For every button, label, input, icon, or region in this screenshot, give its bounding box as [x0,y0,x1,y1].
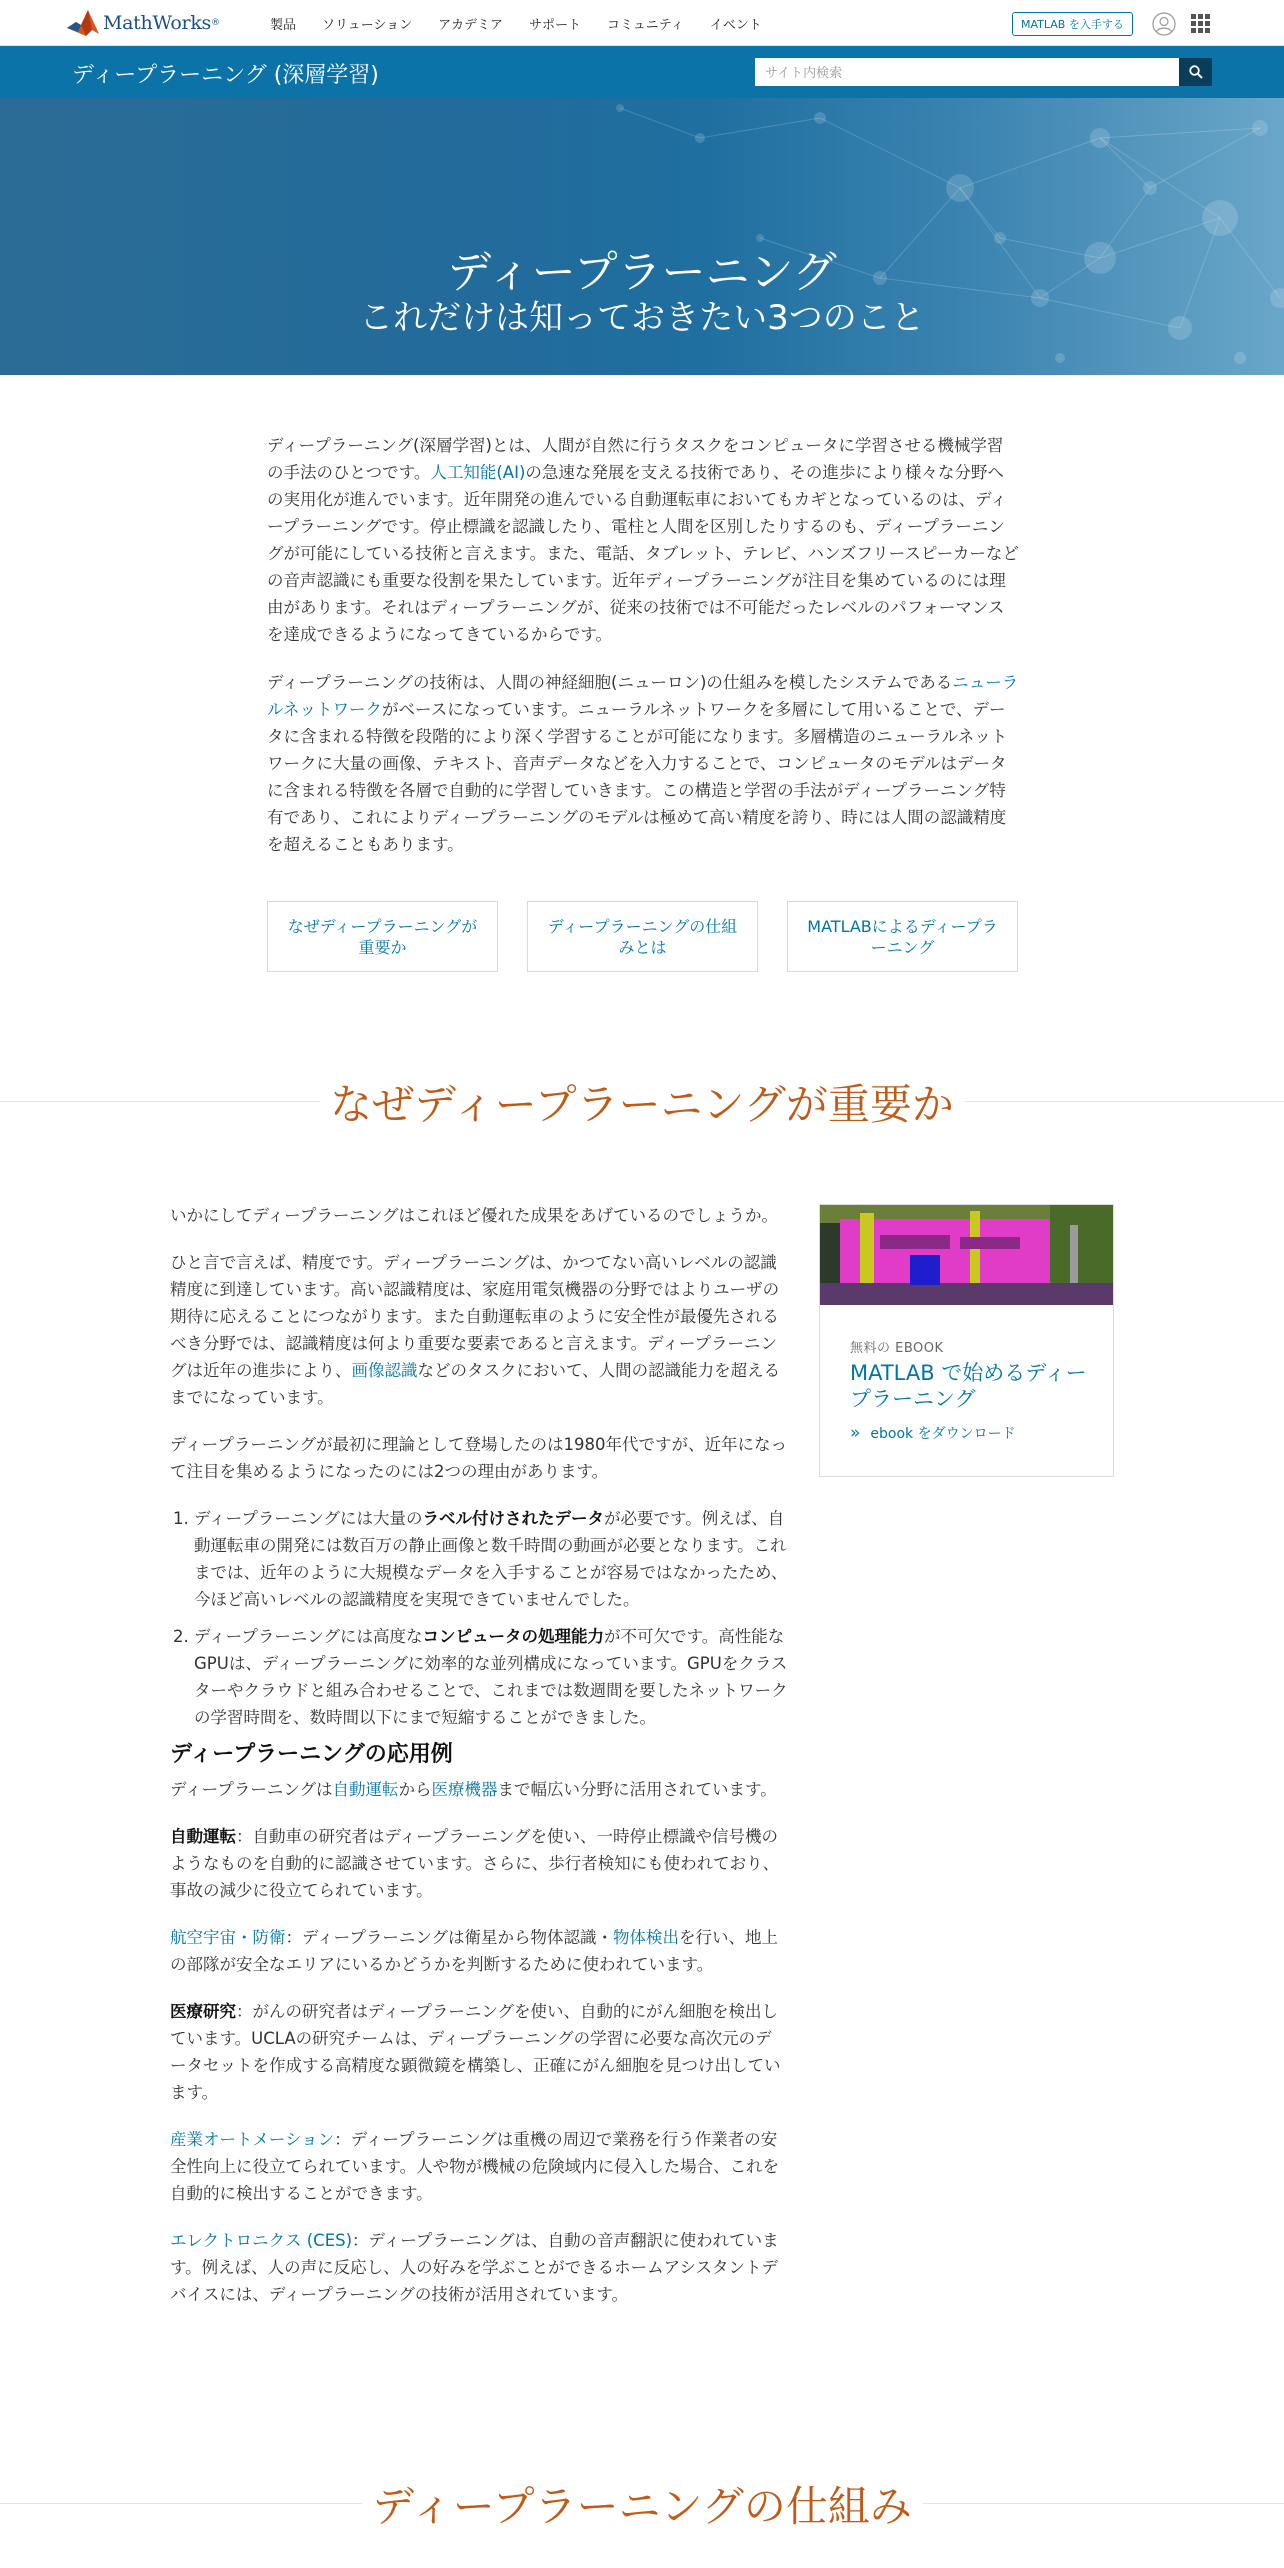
intro-text: の急速な発展を支える技術であり、その進歩により様々な分野への実用化が進んでいます。近年開発の進んでいる自動運転車においてもカギとなっているのは、ディープラーニングです。停止標識を認識したり、電柱と人間を区別したりするのも、ディープラーニングが可能にしている技術と言えます。また、電話、タブレット、テレビ、ハンズフリースピーカーなどの音声認識にも重要な役割を果たしています。近年ディープラーニングが注目を集めているのには理由があります。それはディープラーニングが、従来の技術では不可能だったレベルのパフォーマンスを達成できるようになってきているからです。 [267,463,1019,644]
intro-section [267,432,1019,879]
aerospace-defense-link[interactable]: 航空宇宙・防衛 [170,1928,286,1947]
menu-item-products[interactable]: 製品 [270,17,297,33]
section-heading-text: なぜディープラーニングが重要か [320,1080,964,1129]
logo-text: MathWorks [103,12,211,34]
user-icon[interactable] [1152,12,1176,36]
bold-text: コンピュータの処理能力 [422,1627,605,1646]
image-recognition-link[interactable]: 画像認識 [351,1361,418,1380]
ebook-card [819,1204,1114,1477]
body-text: ひと言で言えば、精度です。ディープラーニングは、かつてない高いレベルの認識精度に到達しています。高い認識精度は、家庭用電気機器の分野ではよりユーザの期待に応えることにつながります。また自動運転車のように安全性が最優先されるべき分野では、認識精度は何より重要な要素であると言えます。ディープラーニングは近年の進歩により、 [170,1253,780,1380]
applications-intro [170,1776,788,1803]
menu-item-events[interactable]: イベント [709,17,762,33]
application-medical [170,1998,788,2106]
history-paragraph: ディープラーニングが最初に理論として登場したのは1980年代ですが、近年になって注目を集めるようになったのには2つの理由があります。 [170,1435,788,1481]
site-search-input[interactable] [755,58,1179,86]
body-text: を行い、地上の部隊が安全なエリアにいるかどうかを判断するために使われています。 [170,1928,779,1974]
bold-text: 自動運転 [170,1827,236,1846]
mathworks-logo[interactable] [66,6,220,40]
body-text: が必要です。例えば、自動運転車の開発には数百万の静止画像と数千時間の動画が必要となります。これまでは、近年のように大規模なデータを入手することが容易ではなかったため、今ほど高いレベルの認識精度を実現できていませんでした。 [194,1509,788,1609]
body-text: ：自動車の研究者はディープラーニングを使い、一時停止標識や信号機のようなものを自動的に認識させています。さらに、歩行者検知にも使われており、事故の減少に役立てられています。 [170,1827,780,1900]
jump-matlab-deep-learning-button[interactable]: MATLABによるディープラーニング [787,901,1018,972]
list-item [194,1505,788,1613]
bold-text: 医療研究 [170,2002,236,2021]
body-text: ：ディープラーニングは衛星から物体認識・ [285,1928,614,1947]
bold-text: ラベル付けされたデータ [422,1509,605,1528]
body-text: ：ディープラーニングは重機の周辺で業務を行う作業者の安全性向上に役立てられています。人や物が機械の危険域内に侵入した場合、これを自動的に検出することができます。 [170,2130,780,2203]
body-text: などのタスクにおいて、人間の認識能力を超えるまでになっています。 [170,1361,781,1407]
automotive-link[interactable]: 自動運転 [332,1780,399,1799]
section-heading-how-it-works [0,2474,1284,2534]
section-heading-why-important [0,1072,1284,1132]
electronics-link[interactable]: エレクトロニクス (CES) [170,2231,353,2250]
medical-devices-link[interactable]: 医療機器 [431,1780,498,1799]
body-text: ディープラーニングは [170,1780,333,1799]
ai-link[interactable]: 人工知能(AI) [430,463,526,482]
industrial-automation-link[interactable]: 産業オートメーション [170,2130,335,2149]
section-title[interactable]: ディープラーニング (深層学習) [72,63,379,88]
applications-heading: ディープラーニングの応用例 [170,1742,453,1767]
jump-how-it-works-button[interactable]: ディープラーニングの仕組みとは [527,901,758,972]
body-text: ディープラーニングには高度な [194,1627,423,1646]
neural-network-link[interactable]: ニューラルネットワーク [267,673,1019,719]
section-heading-text: ディープラーニングの仕組み [362,2482,922,2531]
search-icon [1189,65,1203,79]
search-button[interactable] [1179,58,1212,86]
ebook-download-link[interactable] [850,1423,1016,1443]
menu-item-academia[interactable]: アカデミア [438,17,503,33]
ebook-title[interactable]: MATLAB で始めるディープラーニング [850,1361,1087,1411]
top-navigation [0,0,1284,46]
application-electronics [170,2227,788,2308]
application-aerospace [170,1924,788,1978]
reasons-list [170,1505,788,1731]
intro-paragraph-1 [267,432,1019,648]
double-chevron-right-icon: » [850,1423,861,1443]
apps-grid-icon[interactable] [1191,14,1211,34]
object-detection-link[interactable]: 物体検出 [613,1928,680,1947]
get-matlab-button[interactable]: MATLAB を入手する [1012,12,1133,36]
ebook-thumbnail[interactable] [820,1205,1113,1305]
body-text: が不可欠です。高性能なGPUは、ディープラーニングに効率的な並列構成になっています。GPUをクラスターやクラウドと組み合わせることで、これまでは数週間を要したネットワークの学習時間を、数時間以下にまで短縮することができました。 [194,1627,788,1727]
intro-paragraph-2 [267,669,1019,858]
body-text: まで幅広い分野に活用されています。 [497,1780,777,1799]
ebook-download-label: ebook をダウンロード [870,1426,1016,1442]
mathworks-logo-icon [66,8,100,38]
menu-item-support[interactable]: サポート [528,17,581,33]
logo-registered-mark: ® [210,18,220,28]
application-automotive [170,1823,788,1904]
application-industrial [170,2126,788,2207]
section-header-bar [0,46,1284,98]
accuracy-paragraph [170,1249,788,1411]
hero-subtitle: これだけは知っておきたい3つのこと [359,298,925,338]
menu-item-community[interactable]: コミュニティ [607,17,684,33]
main-menu [270,0,788,46]
main-content [170,1202,788,2328]
menu-item-solutions[interactable]: ソリューション [322,17,413,33]
intro-text: ディープラーニング(深層学習)とは、人間が自然に行うタスクをコンピュータに学習させる機械学習の手法のひとつです。 [267,436,1004,482]
question-paragraph: いかにしてディープラーニングはこれほど優れた成果をあげているのでしょうか。 [170,1206,779,1225]
intro-text: ディープラーニングの技術は、人間の神経細胞(ニューロン)の仕組みを模したシステムである [267,673,953,692]
body-text: ：がんの研究者はディープラーニングを使い、自動的にがん細胞を検出しています。UCLAの研究チームは、ディープラーニングの学習に必要な高次元のデータセットを作成する高精度な顕微鏡を構築し、正確にがん細胞を見つけ出しています。 [170,2002,781,2102]
list-item [194,1623,788,1731]
ebook-label: 無料の EBOOK [850,1341,944,1356]
hero-title: ディープラーニング [447,247,837,298]
body-text: ：ディープラーニングは、自動の音声翻訳に使われています。例えば、人の声に反応し、人の好みを学ぶことができるホームアシスタントデバイスには、ディープラーニングの技術が活用されています。 [170,2231,779,2304]
body-text: ディープラーニングには大量の [194,1509,423,1528]
semantic-segmentation-image [820,1205,1113,1305]
jump-why-important-button[interactable]: なぜディープラーニングが重要か [267,901,498,972]
hero-banner [0,98,1284,375]
intro-text: がベースになっています。ニューラルネットワークを多層にして用いることで、データに含まれる特徴を段階的により深く学習することが可能になります。多層構造のニューラルネットワークに大量の画像、テキスト、音声データなどを入力することで、コンピュータのモデルはデータに含まれる特徴を各層で自動的に学習していきます。この構造と学習の手法がディープラーニング特有であり、これによりディープラーニングのモデルは極めて高い精度を誇り、時には人間の認識精度を超えることもあります。 [267,700,1008,854]
body-text: から [398,1780,432,1799]
